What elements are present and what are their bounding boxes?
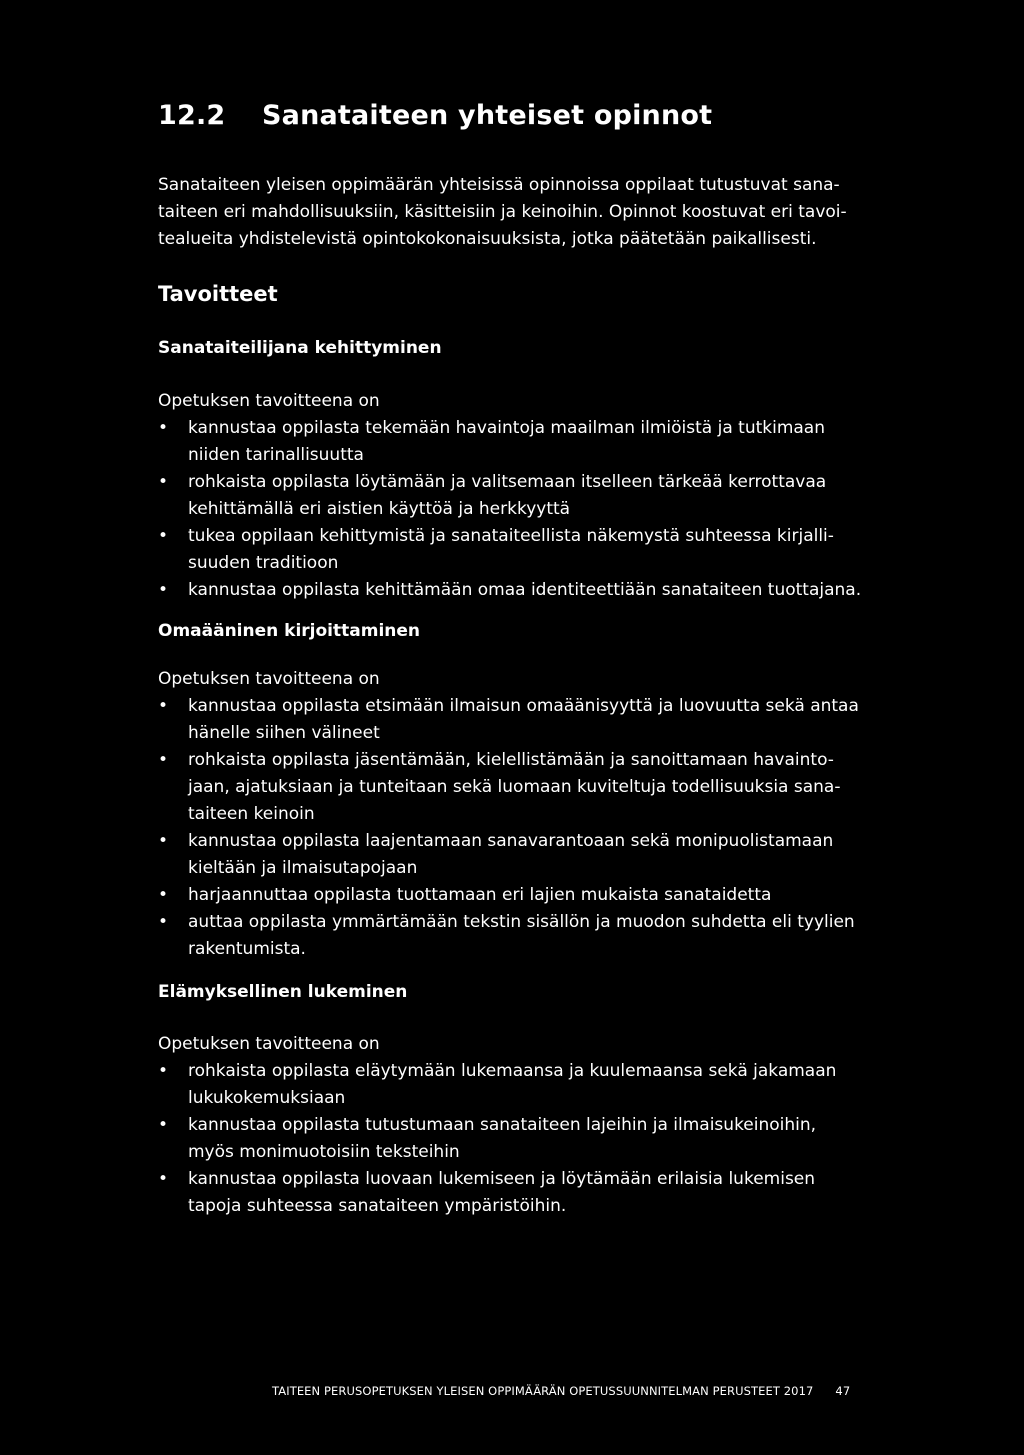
- bullet-icon: •: [158, 472, 169, 492]
- list-item: • rohkaista oppilasta löytämään ja valitsemaan itselleen tärkeää kerrottavaa kehittämällä eri aistien käyttöä ja herkkyyttä: [158, 469, 898, 523]
- goals-heading: Tavoitteet: [158, 282, 278, 306]
- goal-list: [158, 415, 898, 604]
- list-item: • tukea oppilaan kehittymistä ja sanataiteellista näkemystä suhteessa kirjalli- suuden traditioon: [158, 523, 898, 577]
- subsection-title: Omaääninen kirjoittaminen: [158, 621, 421, 641]
- list-item: • rohkaista oppilasta jäsentämään, kielellistämään ja sanoittamaan havainto- jaan, ajatuksiaan ja tunteitaan sekä luomaan kuviteltuja todellisuuksia sana- taiteen keinoin: [158, 747, 898, 828]
- subsection-title: Elämyksellinen lukeminen: [158, 982, 408, 1002]
- subsection-lead: Opetuksen tavoitteena on: [158, 1034, 380, 1054]
- section-heading: [158, 100, 712, 131]
- subsection-lead: Opetuksen tavoitteena on: [158, 669, 380, 689]
- intro-paragraph: [158, 172, 898, 253]
- goal-list: [158, 693, 898, 963]
- section-elamyksellinen: [158, 979, 898, 1220]
- intro-line: taiteen eri mahdollisuuksiin, käsitteisiin ja keinoihin. Opinnot koostuvat eri tavoi-: [158, 202, 847, 222]
- page-footer: [272, 1384, 850, 1398]
- bullet-icon: •: [158, 526, 169, 546]
- list-item: • harjaannuttaa oppilasta tuottamaan eri lajien mukaista sanataidetta: [158, 882, 898, 909]
- bullet-icon: •: [158, 418, 169, 438]
- page-number: 47: [835, 1384, 851, 1398]
- bullet-icon: •: [158, 831, 169, 851]
- bullet-icon: •: [158, 1061, 169, 1081]
- bullet-icon: •: [158, 580, 169, 600]
- bullet-icon: •: [158, 750, 169, 770]
- bullet-icon: •: [158, 912, 169, 932]
- section-title: Sanataiteen yhteiset opinnot: [262, 100, 713, 131]
- list-item: • kannustaa oppilasta tekemään havaintoja maailman ilmiöistä ja tutkimaan niiden tarinallisuutta: [158, 415, 898, 469]
- subsection-title: Sanataiteilijana kehittyminen: [158, 338, 442, 358]
- list-item: • kannustaa oppilasta laajentamaan sanavarantoaan sekä monipuolistamaan kieltään ja ilmaisutapojaan: [158, 828, 898, 882]
- subsection-lead: Opetuksen tavoitteena on: [158, 391, 380, 411]
- footer-title: TAITEEN PERUSOPETUKSEN YLEISEN OPPIMÄÄRÄN OPETUSSUUNNITELMAN PERUSTEET 2017: [272, 1384, 814, 1398]
- list-item: • kannustaa oppilasta kehittämään omaa identiteettiään sanataiteen tuottajana.: [158, 577, 898, 604]
- intro-line: tealueita yhdistelevistä opintokokonaisuuksista, jotka päätetään paikallisesti.: [158, 229, 817, 249]
- bullet-icon: •: [158, 1169, 169, 1189]
- list-item: • rohkaista oppilasta eläytymään lukemaansa ja kuulemaansa sekä jakamaan lukukokemuksiaan: [158, 1058, 898, 1112]
- section-omaaaninen: [158, 618, 898, 963]
- list-item: • kannustaa oppilasta etsimään ilmaisun omaäänisyyttä ja luovuutta sekä antaa hänelle siihen välineet: [158, 693, 898, 747]
- section-sanataiteilijana: [158, 335, 898, 604]
- bullet-icon: •: [158, 696, 169, 716]
- list-item: • auttaa oppilasta ymmärtämään tekstin sisällön ja muodon suhdetta eli tyylien rakentumista.: [158, 909, 898, 963]
- goal-list: [158, 1058, 898, 1220]
- list-item: • kannustaa oppilasta luovaan lukemiseen ja löytämään erilaisia lukemisen tapoja suhteessa sanataiteen ympäristöihin.: [158, 1166, 898, 1220]
- bullet-icon: •: [158, 1115, 169, 1135]
- intro-line: Sanataiteen yleisen oppimäärän yhteisissä opinnoissa oppilaat tutustuvat sana-: [158, 175, 840, 195]
- bullet-icon: •: [158, 885, 169, 905]
- list-item: • kannustaa oppilasta tutustumaan sanataiteen lajeihin ja ilmaisukeinoihin, myös monimuotoisiin teksteihin: [158, 1112, 898, 1166]
- section-number: 12.2: [158, 100, 226, 131]
